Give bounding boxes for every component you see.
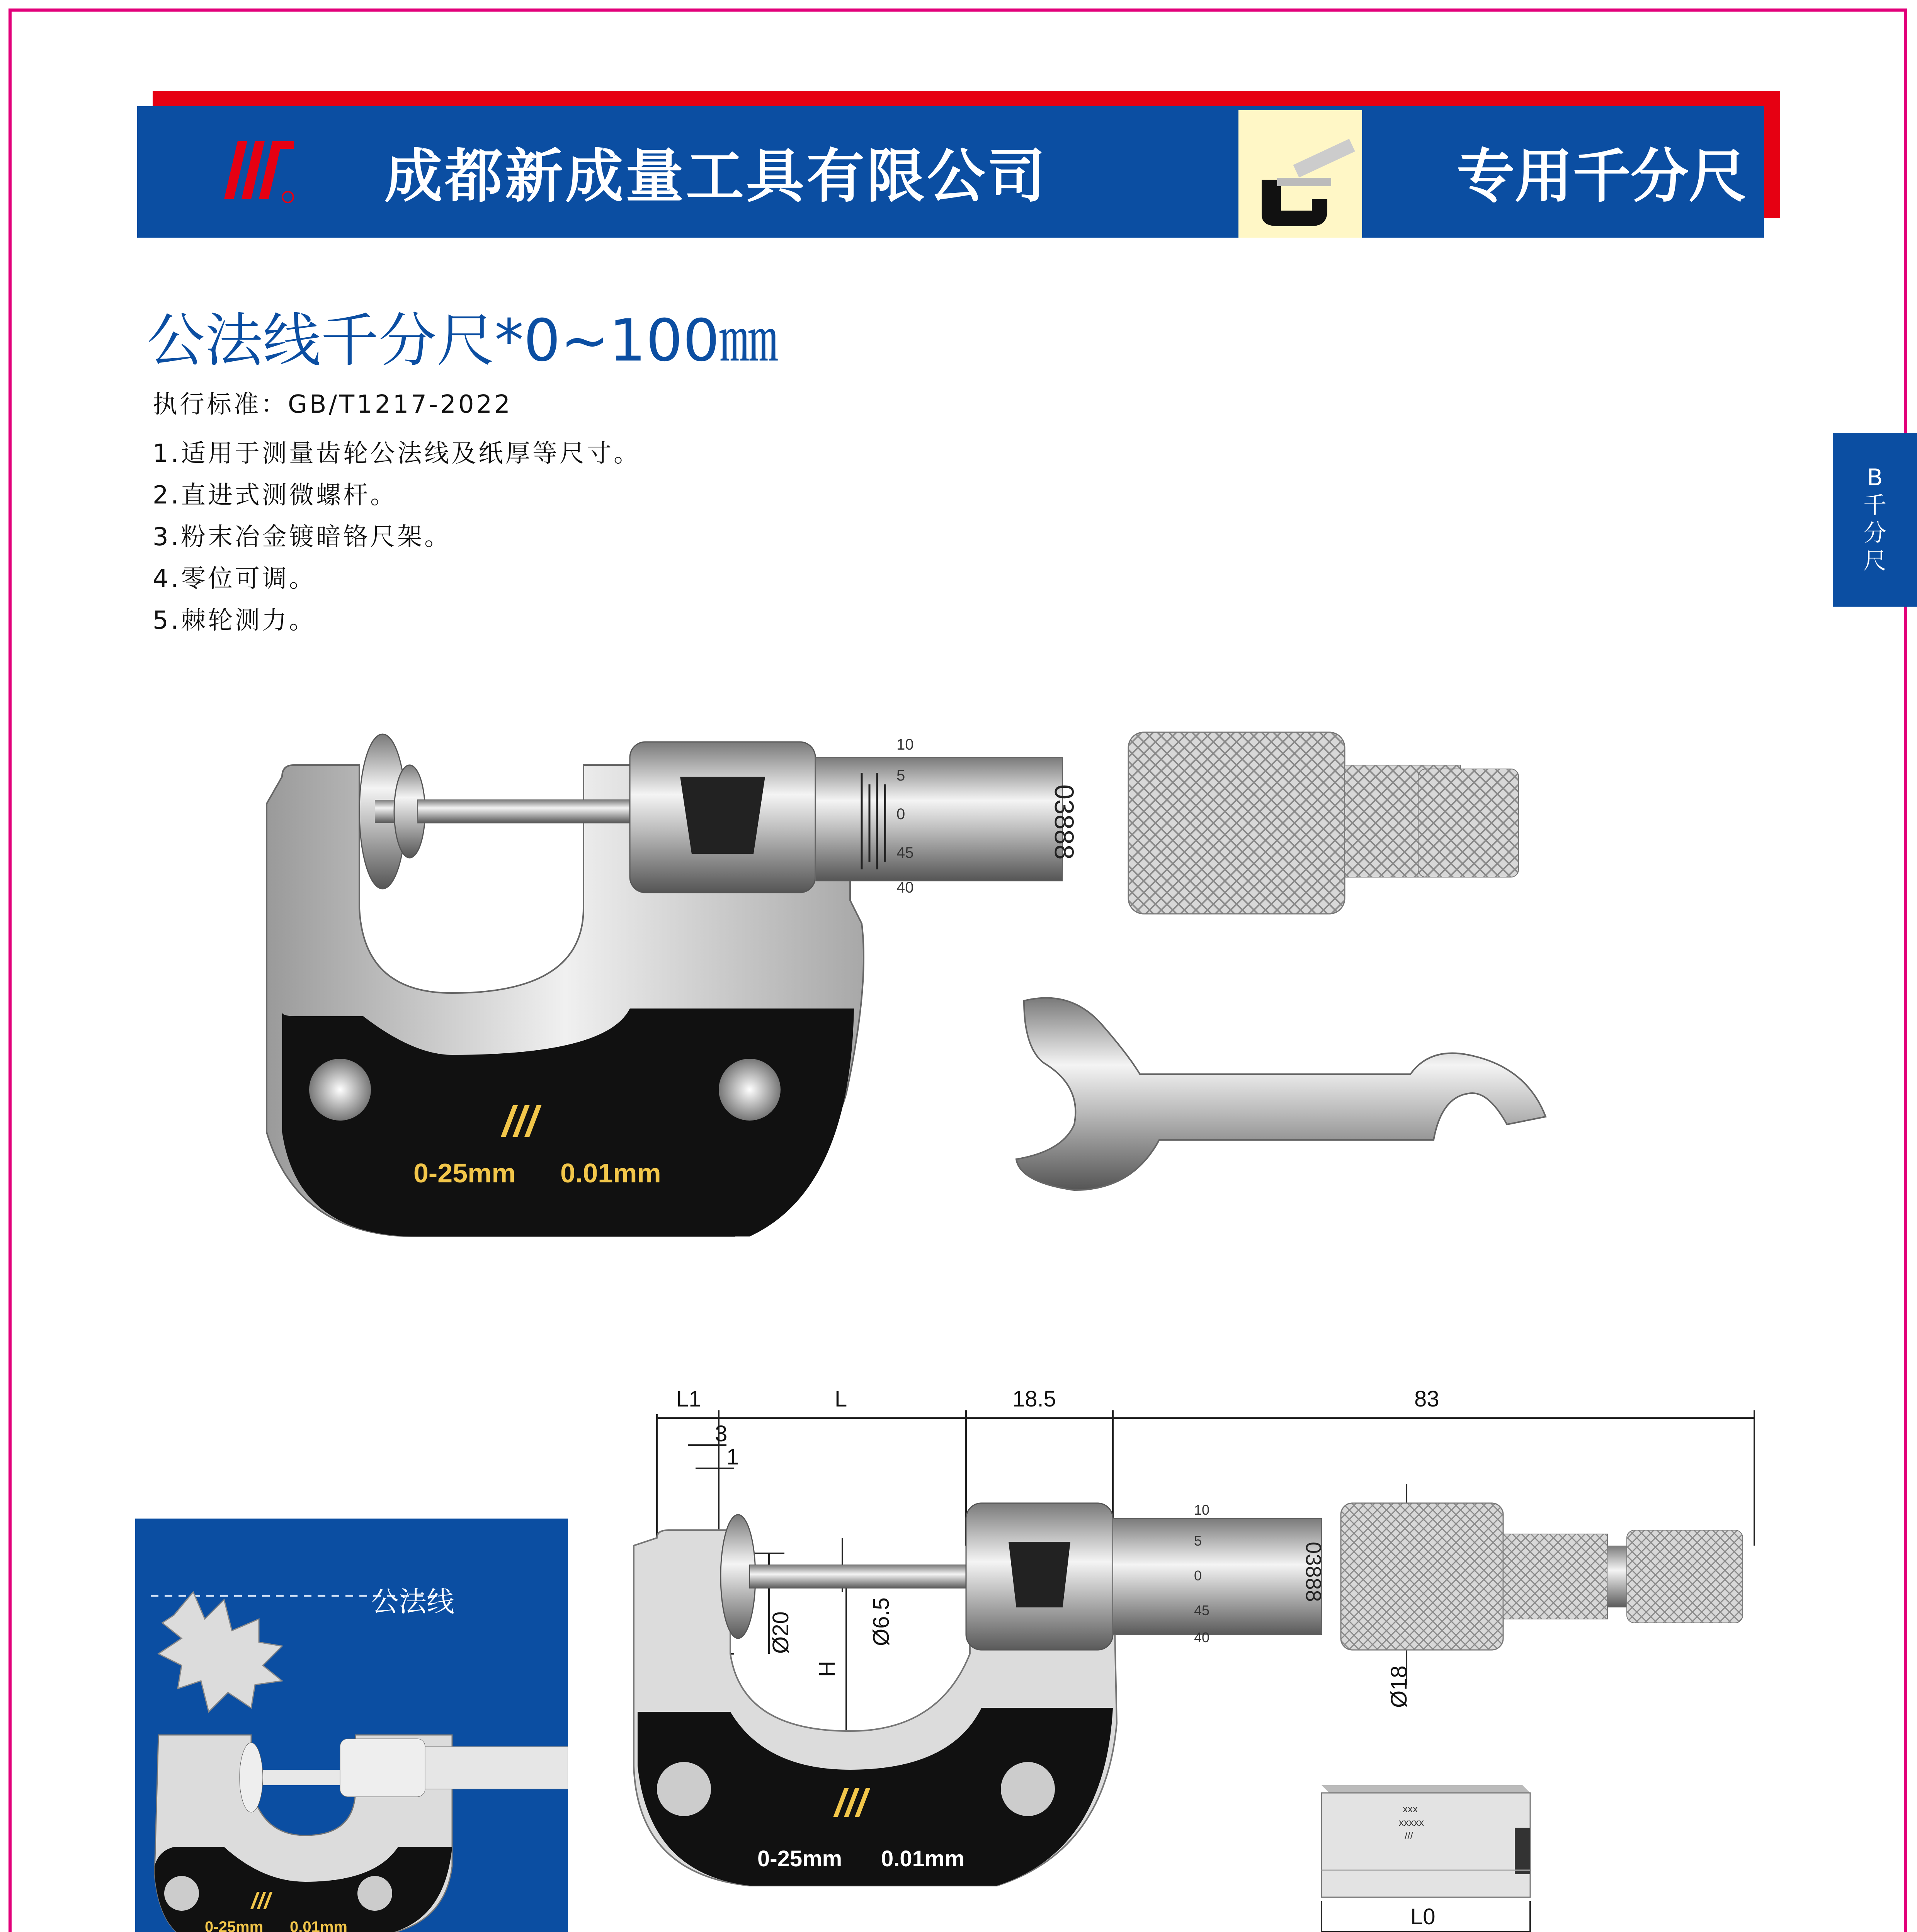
photo-frame-range: 0-25mm [413, 1158, 516, 1188]
tab-char: 千 [1863, 492, 1886, 519]
technical-drawing [603, 1376, 1801, 1932]
drawing-serial: 03888 [1301, 1542, 1326, 1602]
company-name: 成都新成量工具有限公司 [384, 143, 1048, 210]
inset-panel [135, 1519, 568, 1932]
product-title: 公法线千分尺*0~100㎜ [147, 307, 778, 374]
tab-char: 分 [1863, 520, 1886, 547]
inset-logo-mark: /// [251, 1888, 271, 1914]
drawing-logo-mark: /// [835, 1781, 867, 1825]
dim-3: 3 [715, 1421, 728, 1446]
tab-char: 尺 [1863, 548, 1886, 575]
drawing-thimble-mark: 45 [1194, 1602, 1210, 1618]
feature-item: 2.直进式测微螺杆。 [153, 481, 398, 510]
feature-item: 1.适用于测量齿轮公法线及纸厚等尺寸。 [153, 439, 641, 468]
drawing-frame-range: 0-25mm [757, 1846, 842, 1871]
photo-thimble-mark: 45 [896, 844, 914, 861]
dim-L: L [835, 1386, 847, 1412]
photo-thimble-mark: 0 [896, 806, 905, 823]
dim-H: H [815, 1661, 840, 1677]
photo-thimble-mark: 5 [896, 767, 905, 784]
section-tab-b[interactable] [1833, 433, 1917, 607]
photo-frame-resolution: 0.01mm [560, 1158, 661, 1188]
category-title: 专用千分尺 [1456, 143, 1747, 210]
feature-item: 5.棘轮测力。 [153, 606, 316, 635]
block-mark: xxxxx [1399, 1816, 1424, 1828]
product-photo [251, 707, 1565, 1256]
photo-thimble-mark: 10 [896, 736, 914, 753]
inset-frame-range: 0-25mm [205, 1918, 264, 1932]
drawing-frame-resolution: 0.01mm [881, 1846, 965, 1871]
product-standard: 执行标准：GB/T1217-2022 [153, 390, 512, 419]
drawing-thimble-mark: 10 [1194, 1502, 1210, 1518]
drawing-thimble-mark: 0 [1194, 1568, 1202, 1583]
inset-label: 公法线 [371, 1587, 455, 1617]
photo-serial: 03888 [1049, 784, 1079, 860]
tab-letter: B [1867, 464, 1883, 491]
dim-L1: L1 [676, 1386, 701, 1412]
block-mark: /// [1405, 1830, 1413, 1842]
header-product-thumbnail [1238, 110, 1362, 238]
dim-L0: L0 [1410, 1904, 1436, 1929]
feature-item: 4.零位可调。 [153, 565, 316, 593]
drawing-thimble-mark: 40 [1194, 1629, 1210, 1645]
dim-18-5: 18.5 [1012, 1386, 1056, 1412]
dim-phi18: Ø18 [1386, 1665, 1412, 1708]
header-banner [137, 106, 1764, 238]
dim-1: 1 [726, 1444, 739, 1469]
photo-logo-mark: /// [502, 1098, 538, 1145]
drawing-thimble-mark: 5 [1194, 1533, 1202, 1549]
feature-list [153, 433, 641, 641]
photo-thimble-mark: 40 [896, 879, 914, 896]
feature-item: 3.粉末冶金镀暗铬尺架。 [153, 523, 452, 551]
dim-phi6-5: Ø6.5 [869, 1597, 894, 1646]
dim-phi20: Ø20 [768, 1611, 793, 1654]
dim-83: 83 [1414, 1386, 1439, 1412]
company-logo [218, 133, 296, 211]
block-mark: xxx [1403, 1803, 1418, 1815]
inset-frame-resolution: 0.01mm [290, 1918, 347, 1932]
